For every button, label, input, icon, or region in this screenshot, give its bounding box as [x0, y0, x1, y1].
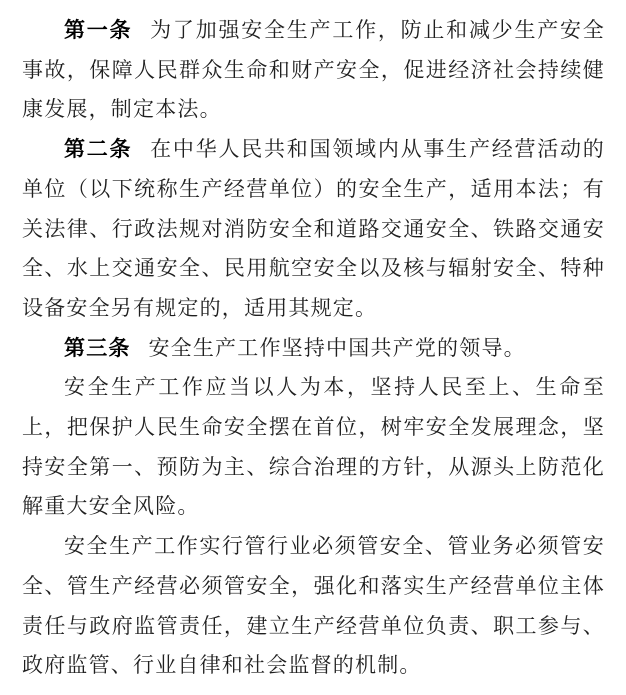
- law-paragraph: [22, 11, 605, 130]
- law-paragraph: [22, 527, 605, 686]
- article-text: 安全生产工作应当以人为本，坚持人民至上、生命至上，把保护人民生命安全摆在首位，树牢安全发展理念，坚持安全第一、预防为主、综合治理的方针，从源头上防范化解重大安全风险。: [22, 375, 605, 519]
- article-number-label: 第二条: [64, 137, 133, 162]
- law-paragraph: [22, 130, 605, 329]
- article-text: 安全生产工作实行管行业必须管安全、管业务必须管安全、管生产经营必须管安全，强化和落实生产经营单位主体责任与政府监管责任，建立生产经营单位负责、职工参与、政府监管、行业自律和社会监督的机制。: [22, 534, 605, 678]
- law-paragraph: [22, 368, 605, 527]
- law-paragraph: [22, 329, 605, 369]
- article-text: 在中华人民共和国领域内从事生产经营活动的单位（以下统称生产经营单位）的安全生产，适用本法；有关法律、行政法规对消防安全和道路交通安全、铁路交通安全、水上交通安全、民用航空安全以及核与辐射安全、特种设备安全另有规定的，适用其规定。: [22, 137, 605, 320]
- article-number-label: 第一条: [64, 18, 133, 42]
- article-text: 安全生产工作坚持中国共产党的领导。: [148, 335, 526, 360]
- article-number-label: 第三条: [64, 335, 131, 360]
- article-text: 为了加强安全生产工作，防止和减少生产安全事故，保障人民群众生命和财产安全，促进经济社会持续健康发展，制定本法。: [22, 18, 605, 122]
- law-text: [22, 11, 605, 686]
